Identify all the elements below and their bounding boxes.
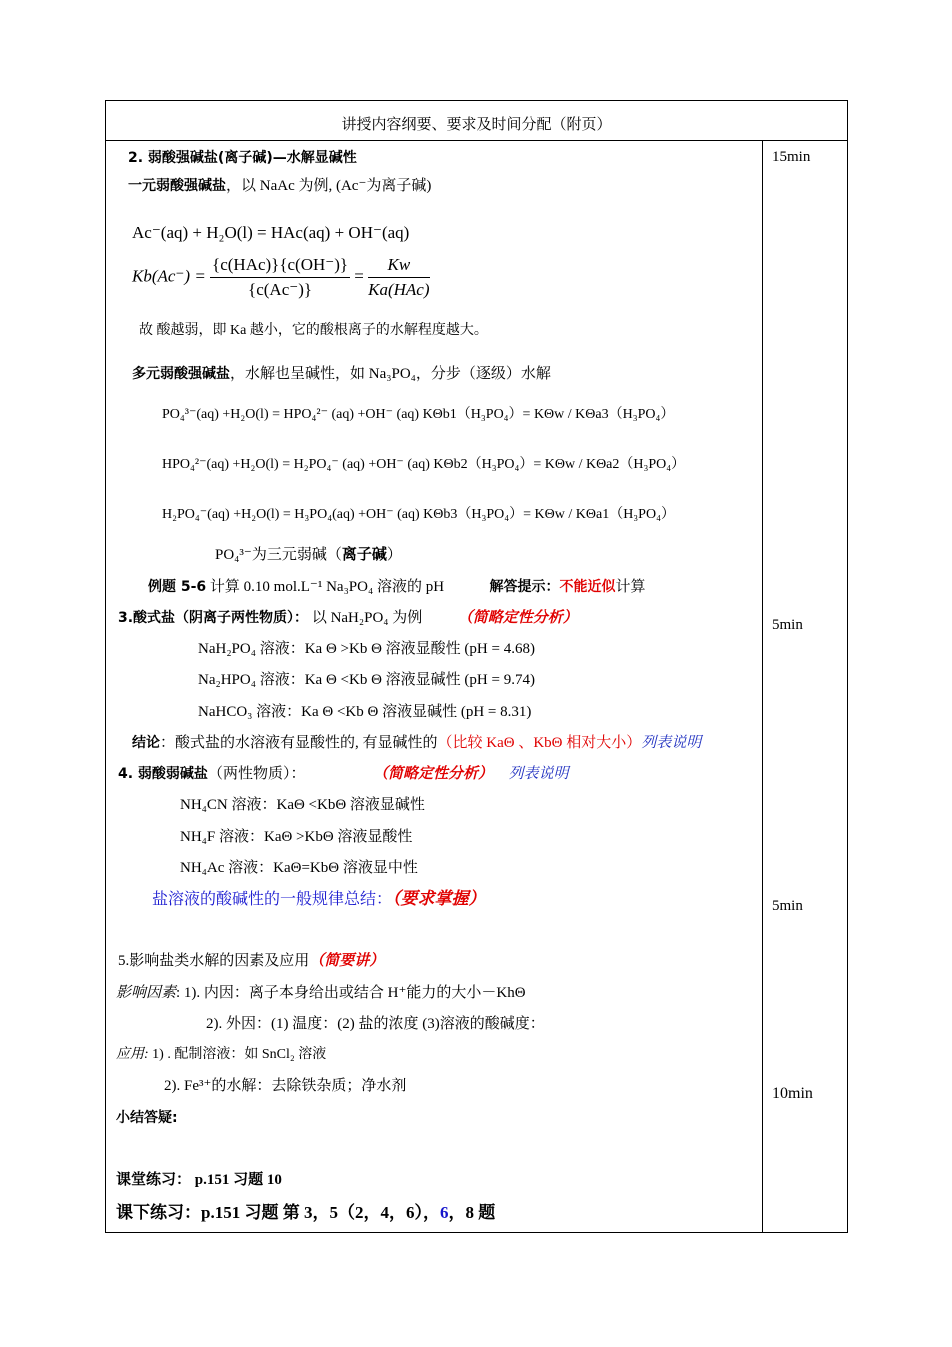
summary-text: 盐溶液的酸碱性的一般规律总结： bbox=[152, 889, 393, 908]
ka-denominator: Ka(HAc) bbox=[368, 280, 430, 299]
acid-salt-line-3: NaHCO₃ 溶液：Ka Θ <Kb Θ 溶液显碱性 (pH = 8.31) bbox=[198, 704, 532, 720]
hint-red: 不能近似 bbox=[559, 579, 616, 595]
summary-rule bbox=[152, 889, 486, 909]
factors-line-1 bbox=[116, 983, 526, 1003]
conclusion-text: ：酸式盐的水溶液有显酸性的, 有显碱性的 bbox=[160, 735, 438, 751]
summary-tag: （要求掌握） bbox=[392, 889, 486, 908]
polybasic-bold: 多元弱酸强碱盐 bbox=[132, 366, 230, 382]
po4-bold: 离子碱 bbox=[341, 547, 387, 563]
po4-ion-base bbox=[215, 545, 402, 565]
application-line-2: 2). Fe³⁺的水解：去除铁杂质；净水剂 bbox=[164, 1078, 407, 1094]
section-3-title bbox=[118, 608, 578, 628]
time-15min: 15min bbox=[772, 149, 811, 165]
conclusion-red: （比较 KaΘ 、KbΘ 相对大小） bbox=[437, 735, 642, 751]
table-header: 讲授内容纲要、要求及时间分配（附页） bbox=[106, 101, 847, 141]
conclusion-blue: 列表说明 bbox=[641, 735, 702, 751]
hydrolysis-step-2: HPO₄²⁻(aq) +H₂O(l) = H₂PO₄⁻ (aq) +OH⁻ (aq) KΘb2（H₃PO₄）= KΘw / KΘa2（H₃PO₄） bbox=[162, 457, 686, 472]
polybasic-rest: ，水解也呈碱性，如 Na₃PO₄，分步（逐级）水解 bbox=[230, 366, 551, 382]
monobasic-intro bbox=[128, 176, 431, 196]
factors-line-2: 2). 外因：(1) 温度：(2) 盐的浓度 (3)溶液的酸碱度： bbox=[206, 1016, 545, 1032]
hydrolysis-step-1: PO₄³⁻(aq) +H₂O(l) = HPO₄²⁻ (aq) +OH⁻ (aq) KΘb1（H₃PO₄）= KΘw / KΘa3（H₃PO₄） bbox=[162, 407, 675, 422]
application-1: 1) . 配制溶液：如 SnCl₂ 溶液 bbox=[148, 1047, 327, 1062]
monobasic-bold: 一元弱酸强碱盐 bbox=[128, 178, 226, 194]
po4-close: ） bbox=[386, 547, 402, 563]
homework-text: 课下练习：p.151 习题 第 3，5（2，4，6）， bbox=[116, 1203, 440, 1222]
section-3-rest: 以 NaH₂PO₄ 为例 bbox=[308, 610, 423, 626]
section-4-tag2: 列表说明 bbox=[508, 766, 569, 782]
section-5-title bbox=[118, 951, 384, 971]
hint-label: 解答提示： bbox=[489, 579, 560, 595]
section-3-tag: （简略定性分析） bbox=[457, 610, 578, 626]
weak-salt-line-1: NH₄CN 溶液：KaΘ <KbΘ 溶液显碱性 bbox=[180, 797, 425, 813]
section-3-bold: 3.酸式盐（阴离子两性物质）： bbox=[118, 610, 309, 626]
kw-numerator: Kw bbox=[368, 254, 429, 278]
example-label: 例题 5-6 bbox=[148, 579, 207, 595]
weak-salt-line-3: NH₄Ac 溶液：KaΘ=KbΘ 溶液显中性 bbox=[180, 860, 418, 876]
time-5min-a: 5min bbox=[772, 617, 803, 633]
section-5-text: 5.影响盐类水解的因素及应用 bbox=[118, 953, 310, 969]
po4-text: PO₄³⁻为三元弱碱（ bbox=[215, 547, 342, 563]
polybasic-intro bbox=[132, 364, 551, 384]
homework-end: ，8 题 bbox=[448, 1203, 496, 1222]
homework-blue: 6 bbox=[439, 1203, 449, 1222]
acid-strength-note: 故 酸越弱，即 Ka 越小，它的酸根离子的水解程度越大。 bbox=[139, 323, 488, 338]
example-5-6 bbox=[148, 577, 646, 597]
conclusion-bold: 结论 bbox=[132, 735, 160, 751]
acid-salt-line-1: NaH₂PO₄ 溶液：Ka Θ >Kb Θ 溶液显酸性 (pH = 4.68) bbox=[198, 641, 535, 657]
section-4-tag: （简略定性分析） bbox=[372, 766, 493, 782]
time-5min-b: 5min bbox=[772, 898, 803, 914]
application-label: 应用: bbox=[116, 1047, 149, 1062]
class-exercise: 课堂练习： p.151 习题 10 bbox=[116, 1172, 282, 1188]
kb-lhs: Kb(Ac⁻) = bbox=[132, 266, 206, 286]
section-4-title bbox=[118, 764, 568, 784]
column-divider bbox=[762, 141, 763, 1232]
wrap-up: 小结答疑: bbox=[116, 1110, 178, 1126]
kb-denominator: {c(Ac⁻)} bbox=[248, 280, 313, 299]
application-line-1 bbox=[116, 1045, 326, 1065]
kb-expression: Kb(Ac⁻) = $\frac{\text{\{c(HAc)\}\{c(OH⁻)\}}}{\{c(Ac^-)\}}$ = $\frac{Kw}{\text{Ka(HAc)}}$ bbox=[132, 255, 430, 299]
hydrolysis-step-3: H₂PO₄⁻(aq) +H₂O(l) = H₃PO₄(aq) +OH⁻ (aq) KΘb3（H₃PO₄）= KΘw / KΘa1（H₃PO₄） bbox=[162, 507, 675, 522]
section-2-title: 2. 弱酸强碱盐(离子碱)—水解显碱性 bbox=[128, 150, 357, 166]
factors-label: 影响因素 bbox=[116, 985, 177, 1001]
homework bbox=[116, 1203, 495, 1223]
section-4-bold: 4. 弱酸弱碱盐 bbox=[118, 766, 208, 782]
weak-salt-line-2: NH₄F 溶液：KaΘ >KbΘ 溶液显酸性 bbox=[180, 829, 413, 845]
factors-inner: : 1). 内因：离子本身给出或结合 H⁺能力的大小－KhΘ bbox=[176, 985, 526, 1001]
monobasic-rest: ，以 NaAc 为例, (Ac⁻为离子碱) bbox=[226, 178, 432, 194]
example-text: 计算 0.10 mol.L⁻¹ Na₃PO₄ 溶液的 pH bbox=[206, 579, 445, 595]
hydrolysis-equation: Ac⁻(aq) + H₂O(l) = HAc(aq) + OH⁻(aq) bbox=[132, 223, 410, 242]
section-4-rest: （两性物质）： bbox=[207, 766, 306, 782]
acid-salt-line-2: Na₂HPO₄ 溶液：Ka Θ <Kb Θ 溶液显碱性 (pH = 9.74) bbox=[198, 672, 535, 688]
section-5-tag: （简要讲） bbox=[309, 953, 385, 969]
hint-end: 计算 bbox=[615, 579, 646, 595]
conclusion bbox=[132, 733, 701, 753]
time-10min: 10min bbox=[772, 1085, 813, 1102]
kb-numerator: {c(HAc)}{c(OH⁻)} bbox=[210, 254, 350, 278]
